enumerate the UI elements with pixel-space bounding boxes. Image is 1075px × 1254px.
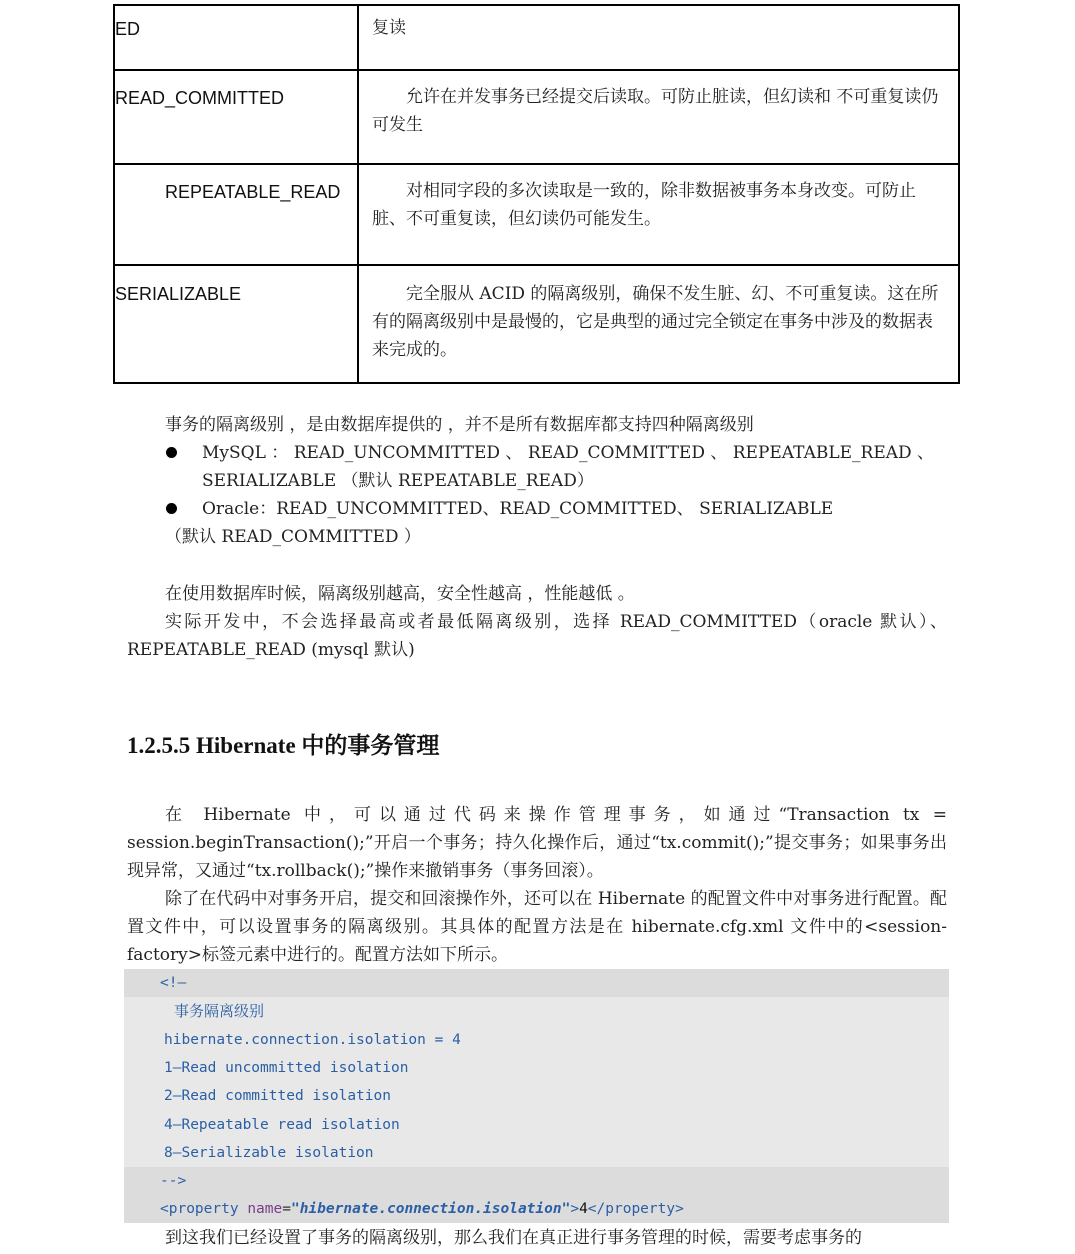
code-tag-gt: > (570, 1201, 580, 1217)
level-desc: 对相同字段的多次读取是一致的，除非数据被事务本身改变。可防止脏、不可重复读，但幻读仍可能发生。 (372, 181, 916, 229)
bullet-oracle-line2: （默认 READ_COMMITTED ） (165, 527, 421, 547)
table-row (114, 164, 959, 265)
table-row (114, 5, 959, 70)
code-comment-close: --> (160, 1173, 187, 1189)
isolation-level-table (113, 4, 960, 384)
code-block (124, 969, 949, 1223)
code-line: 4—Repeatable read isolation (164, 1117, 400, 1133)
code-property-line (160, 1195, 684, 1223)
performance-note: 在使用数据库时候，隔离级别越高，安全性越高 ，性能越低 。 (165, 584, 635, 604)
level-name: READ_COMMITTED (115, 88, 285, 108)
final-para: 到这我们已经设置了事务的隔离级别，那么我们在真正进行事务管理的时候，需要考虑事务的 (165, 1228, 862, 1248)
level-name: SERIALIZABLE (115, 284, 242, 304)
practice-note: 实际开发中，不会选择最高或者最低隔离级别，选择 READ_COMMITTED（oracle 默认）、REPEATABLE_READ (mysql 默认) (127, 612, 947, 660)
hibernate-para-2: 除了在代码中对事务开启，提交和回滚操作外，还可以在 Hibernate 的配置文件中对事务进行配置。配置文件中，可以设置事务的隔离级别。其具体的配置方法是在 hibernate.cfg.xml 文件中的<session-factory>标签元素中进行的。配置方法如下所示。 (127, 889, 947, 965)
bullet-mysql-line2: SERIALIZABLE （默认 REPEATABLE_READ） (202, 471, 594, 491)
code-line: 1—Read uncommitted isolation (164, 1060, 409, 1076)
desc-cell (358, 265, 959, 383)
code-highlight-band (124, 969, 949, 997)
level-desc: 复读 (372, 18, 406, 38)
bullet-icon (166, 503, 177, 514)
bullet-oracle-line1: Oracle：READ_UNCOMMITTED、READ_COMMITTED、 SERIALIZABLE (202, 499, 834, 519)
code-line: hibernate.connection.isolation = 4 (164, 1032, 461, 1048)
level-cell (114, 164, 358, 265)
table-row (114, 70, 959, 164)
level-name: ED (115, 19, 141, 39)
code-attr-value: "hibernate.connection.isolation" (290, 1201, 571, 1217)
level-desc: 完全服从 ACID 的隔离级别，确保不发生脏、幻、不可重复读。这在所有的隔离级别中是最慢的，它是典型的通过完全锁定在事务中涉及的数据表来完成的。 (372, 284, 939, 360)
code-equals: = (282, 1201, 291, 1217)
bullet-mysql-line1: MySQL ： READ_UNCOMMITTED 、 READ_COMMITTED 、 REPEATABLE_READ 、 (202, 443, 935, 463)
code-content: 4 (579, 1201, 588, 1217)
desc-cell (358, 164, 959, 265)
code-tag-close: </property> (587, 1201, 684, 1217)
level-cell (114, 70, 358, 164)
level-name: REPEATABLE_READ (165, 182, 341, 202)
section-heading: 1.2.5.5 Hibernate 中的事务管理 (127, 733, 440, 758)
code-line: 事务隔离级别 (174, 1002, 265, 1020)
level-cell (114, 5, 358, 70)
bullet-icon (166, 447, 177, 458)
level-desc: 允许在并发事务已经提交后读取。可防止脏读，但幻读和 不可重复读仍可发生 (372, 87, 939, 135)
desc-cell (358, 70, 959, 164)
code-tag-open: <property (160, 1201, 248, 1217)
desc-cell (358, 5, 959, 70)
intro-text: 事务的隔离级别 ，是由数据库提供的 ，并不是所有数据库都支持四种隔离级别 (165, 415, 754, 435)
level-cell (114, 265, 358, 383)
code-line: 2—Read committed isolation (164, 1088, 391, 1104)
code-line: 8—Serializable isolation (164, 1145, 374, 1161)
code-attr-name: name (247, 1201, 283, 1217)
hibernate-para-1: 在 Hibernate 中，可以通过代码来操作管理事务，如通过“Transaction tx = session.beginTransaction();”开启一个事务；持久化操作后，通过“tx.commit();”提交事务；如果事务出现异常，又通过“tx.rollback();”操作来撤销事务（事务回滚）。 (127, 805, 947, 881)
table-row (114, 265, 959, 383)
code-comment-open: <!— (160, 975, 187, 991)
